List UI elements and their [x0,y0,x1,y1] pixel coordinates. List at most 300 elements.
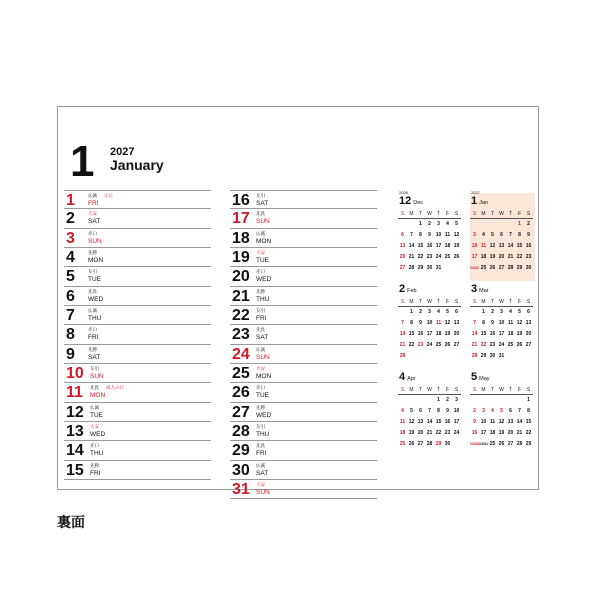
mini-day: 13 [417,419,424,425]
mini-day: 13 [507,419,514,425]
week-row [398,395,461,406]
mini-day: 12 [498,419,505,425]
weekday-letter: F [445,211,450,217]
mini-day [497,395,506,406]
mini-day: 8 [419,232,422,238]
mini-day: 19 [489,254,496,260]
mini-day: 14 [471,331,478,337]
mini-calendar [470,190,535,281]
weekday-letter: S [454,211,459,217]
mini-month-head [471,371,490,383]
day-number: 15 [66,461,84,479]
mini-day [515,395,524,406]
mini-day: 10 [435,232,442,238]
mini-day: 17 [435,243,442,249]
mini-month-head [399,371,416,383]
weekday-header [470,387,533,395]
mini-day: 31 [498,353,505,359]
week-row [470,318,533,329]
mini-day: 24 [435,254,442,260]
mini-day: 22 [417,254,424,260]
mini-month-number: 2 [399,283,406,295]
mini-day: 22 [525,430,532,436]
mini-day: 2 [527,221,530,227]
mini-day: 11 [489,419,496,425]
mini-month-number: 3 [471,283,478,295]
mini-day: 2 [473,408,476,414]
week-row [398,318,461,329]
rokuyo-label: 仏滅 [256,346,265,352]
day-number: 22 [232,306,250,324]
weekday-header [398,299,461,307]
weekday-letter: T [436,299,441,305]
mini-day [416,395,425,406]
day-row [230,461,377,480]
mini-day: 8 [518,232,521,238]
mini-day: 10 [426,320,433,326]
day-number: 24 [232,345,250,363]
rokuyo-label: 先勝 [88,249,97,255]
mini-day: 15 [435,419,442,425]
mini-day [506,351,515,362]
mini-day: 1 [527,397,530,403]
weekday-label: TUE [90,411,103,419]
mini-day [506,395,515,406]
mini-day: 16 [426,243,433,249]
mini-day: 30 [426,265,433,271]
rokuyo-label: 赤口 [90,443,99,449]
day-number: 23 [232,326,250,344]
mini-day: 5 [518,309,521,315]
weekday-letter: W [427,299,432,305]
mini-day [443,351,452,362]
day-row [64,403,211,422]
mini-day: 3 [473,232,476,238]
mini-day: 6 [455,309,458,315]
rokuyo-label: 赤口 [88,230,97,236]
mini-day: 19 [444,331,451,337]
mini-month-name: Apr [407,376,416,382]
mini-day: 10 [498,320,505,326]
weekday-letter: M [409,387,414,393]
weekday-letter: T [418,387,423,393]
mini-day: 21 [426,430,433,436]
mini-day: 10 [480,419,487,425]
mini-day: 5 [446,309,449,315]
day-row [230,287,377,306]
weekday-label: FRI [88,200,99,207]
day-row [230,306,377,325]
weekday-label: MON [256,237,272,245]
day-number: 26 [232,384,250,402]
mini-day: 19 [453,243,460,249]
mini-day: 1 [437,397,440,403]
day-row [230,209,377,228]
day-number: 13 [66,422,84,440]
day-row [230,403,377,422]
mini-day: 20 [453,331,460,337]
rokuyo-label: 仏滅 [88,193,97,198]
weekday-label: SUN [90,372,104,380]
month-name: January [110,157,164,173]
mini-day: 7 [473,320,476,326]
weekday-letter: S [472,299,477,305]
weekday-label: WED [90,430,106,438]
weekday-label: SAT [88,353,101,361]
mini-day: 29 [480,353,487,359]
weekday-label: FRI [90,469,101,477]
weekday-letter: W [499,299,504,305]
day-row [64,441,211,460]
mini-day: 7 [428,408,431,414]
mini-day: 25 [489,441,496,447]
mini-month-name: Mar [479,288,489,294]
day-number: 27 [232,403,250,421]
mini-day: 18 [444,243,451,249]
holiday-label: 元日 [104,193,113,198]
mini-day: 2 [491,309,494,315]
day-number: 10 [66,364,84,382]
day-number: 1 [66,192,75,209]
weekday-label: THU [90,450,104,458]
mini-day [506,219,515,230]
weekday-letter: T [418,299,423,305]
mini-day [425,395,434,406]
weekday-letter: S [472,211,477,217]
rokuyo-label: 大安 [256,365,265,371]
mini-day: 2 [428,221,431,227]
mini-day [407,351,416,362]
weekday-label: FRI [88,334,99,342]
mini-day: 5 [500,408,503,414]
rokuyo-label: 先勝 [256,404,265,410]
rokuyo-label: 先負 [256,443,265,449]
mini-day: 4 [482,232,485,238]
weekday-letter: T [436,211,441,217]
mini-day: 29 [516,265,523,271]
mini-day: 26 [453,254,460,260]
day-row [64,306,211,325]
caption: 裏面 [57,514,85,530]
mini-day: 3 [428,309,431,315]
mini-day: 30 [489,353,496,359]
week-row [470,230,533,241]
mini-day: 6 [419,408,422,414]
weekday-letter: T [508,299,513,305]
mini-day: 24/31 [470,266,479,270]
week-row [470,406,533,417]
weekday-header [398,387,461,395]
weekday-letter: W [427,211,432,217]
day-row [64,325,211,344]
mini-day: 28 [516,441,523,447]
mini-day: 20 [498,254,505,260]
day-number: 8 [66,326,75,344]
rokuyo-label: 赤口 [256,385,265,391]
mini-day: 5 [455,221,458,227]
mini-day: 12 [444,320,451,326]
week-row [470,351,533,362]
weekday-letter: S [400,299,405,305]
day-number: 2 [66,210,75,228]
mini-day: 27 [417,441,424,447]
mini-day: 7 [410,232,413,238]
mini-day: 28 [507,265,514,271]
rokuyo-label: 友引 [256,193,265,198]
mini-day: 9 [419,320,422,326]
mini-day: 8 [437,408,440,414]
weekday-label: SAT [256,334,269,342]
day-number: 21 [232,287,250,305]
mini-day: 18 [489,430,496,436]
mini-month-name: May [479,376,490,382]
mini-day [416,351,425,362]
mini-day: 5 [491,232,494,238]
weekday-letter: S [526,299,531,305]
mini-day: 29 [417,265,424,271]
day-row [64,190,211,209]
day-row [230,345,377,364]
mini-day: 16 [444,419,451,425]
mini-day: 9 [446,408,449,414]
rokuyo-label: 赤口 [88,327,97,333]
weekday-label: THU [256,295,270,303]
weekday-label: SAT [256,469,269,477]
mini-day: 24 [426,342,433,348]
mini-day: 14 [426,419,433,425]
mini-day: 17 [471,254,478,260]
week-row [470,428,533,439]
rokuyo-label: 友引 [88,269,97,275]
mini-day: 9 [491,320,494,326]
mini-day: 29 [435,441,442,447]
mini-day [488,395,497,406]
mini-month-head [399,283,417,295]
mini-day: 9 [527,232,530,238]
weekday-letter: T [490,211,495,217]
mini-day: 17 [498,331,505,337]
mini-day: 8 [410,320,413,326]
mini-day: 23 [489,342,496,348]
mini-day: 4 [401,408,404,414]
weekday-label: WED [256,276,272,284]
mini-day: 13 [399,243,406,249]
mini-day [515,351,524,362]
mini-day [434,351,443,362]
mini-day: 3 [500,309,503,315]
rokuyo-label: 大安 [256,249,265,255]
day-row [230,383,377,402]
day-number: 11 [66,384,83,402]
weekday-label: TUE [88,276,101,284]
mini-day: 23 [444,430,451,436]
rokuyo-label: 先負 [88,288,97,294]
mini-day: 6 [401,232,404,238]
mini-day: 20 [507,430,514,436]
mini-day: 12 [408,419,415,425]
mini-day: 1 [419,221,422,227]
week-row [398,329,461,340]
mini-calendar [398,369,463,457]
mini-month-name: Jan [479,200,488,206]
rokuyo-label: 先勝 [88,346,97,352]
mini-year: 2027 [471,190,480,195]
mini-day [488,219,497,230]
weekday-letter: S [454,299,459,305]
day-row [64,461,211,480]
mini-day: 5 [410,408,413,414]
week-row [470,439,533,450]
day-number: 6 [66,287,75,305]
weekday-label: WED [256,411,272,419]
mini-month-number: 4 [399,371,406,383]
mini-day: 21 [516,430,523,436]
mini-month-name: Dec [413,200,424,206]
mini-day: 22 [516,254,523,260]
week-row [470,329,533,340]
mini-day: 11 [435,320,442,326]
holiday-label: 成人の日 [106,385,124,391]
rokuyo-label: 友引 [256,307,265,313]
mini-calendar [470,281,535,369]
week-row [398,428,461,439]
mini-day: 25 [399,441,406,447]
weekday-letter: T [436,387,441,393]
day-row [230,364,377,383]
mini-day: 16 [471,430,478,436]
weekday-letter: F [517,387,522,393]
mini-day: 4 [509,309,512,315]
weekday-label: FRI [256,450,267,458]
weekday-header [470,211,533,219]
day-row [64,267,211,286]
weekday-letter: F [517,211,522,217]
mini-day: 8 [527,408,530,414]
mini-calendar [398,281,463,369]
weekday-letter: T [508,387,513,393]
mini-month-name: Feb [407,288,417,294]
mini-day [425,351,434,362]
week-row [398,439,461,450]
weekday-letter: F [445,387,450,393]
weekday-header [398,211,461,219]
mini-day: 10 [453,408,460,414]
weekday-letter: S [400,387,405,393]
mini-day: 11 [444,232,451,238]
mini-day: 23/30 [470,442,479,446]
day-number: 20 [232,268,250,286]
mini-day: 3 [482,408,485,414]
mini-day: 18 [480,254,487,260]
week-row [398,307,461,318]
rokuyo-label: 仏滅 [88,307,97,313]
mini-day: 28 [471,353,478,359]
weekday-label: SUN [88,237,102,245]
weekday-label: WED [88,295,104,303]
mini-day: 12 [516,320,523,326]
mini-day: 6 [500,232,503,238]
weekday-header [470,299,533,307]
mini-day: 23 [417,342,424,348]
mini-day: 15 [408,331,415,337]
mini-day: 25 [444,254,451,260]
weekday-letter: T [490,387,495,393]
mini-day: 31 [435,265,442,271]
mini-day: 28 [399,353,406,359]
day-row [64,364,211,383]
mini-year: 2026 [399,190,408,195]
week-row [398,230,461,241]
weekday-label: MON [90,392,106,400]
weekday-letter: M [481,387,486,393]
week-row [470,241,533,252]
mini-day: 6 [527,309,530,315]
mini-day: 15 [525,419,532,425]
weekday-label: SUN [256,218,270,226]
day-row [64,229,211,248]
mini-day: 14 [507,243,514,249]
mini-day: 17 [426,331,433,337]
mini-day: 11 [507,320,514,326]
month-number: 1 [70,137,95,186]
mini-day: 11 [480,243,487,249]
mini-day: 19 [516,331,523,337]
mini-day: 28 [426,441,433,447]
rokuyo-label: 先負 [256,327,265,333]
mini-day: 1 [410,309,413,315]
mini-day [452,263,461,274]
mini-month-head [399,195,423,207]
mini-day: 14 [516,419,523,425]
mini-day: 3 [437,221,440,227]
week-row [398,406,461,417]
week-row [398,351,461,362]
mini-day: 3 [455,397,458,403]
mini-day: 19 [408,430,415,436]
mini-day: 16 [417,331,424,337]
mini-day [398,395,407,406]
mini-day: 26 [498,441,505,447]
weekday-letter: T [490,299,495,305]
mini-day: 26 [408,441,415,447]
weekday-label: THU [256,430,270,438]
mini-day: 17 [453,419,460,425]
weekday-letter: M [481,299,486,305]
day-number: 29 [232,442,250,460]
mini-day: 21 [471,342,478,348]
rokuyo-label: 赤口 [256,269,265,275]
mini-day: 27 [507,441,514,447]
weekday-label: TUE [256,392,269,400]
mini-day: 27 [399,265,406,271]
day-number: 19 [232,248,250,266]
day-row [64,287,211,306]
rokuyo-label: 先負 [256,211,265,217]
mini-day: 22 [435,430,442,436]
mini-day: 23 [426,254,433,260]
day-number: 7 [66,306,75,324]
mini-day: 2 [419,309,422,315]
mini-month-number: 1 [471,195,478,207]
week-row [470,395,533,406]
mini-day: 18 [399,430,406,436]
mini-day: 21 [408,254,415,260]
day-number: 9 [66,345,75,363]
mini-day: 24 [498,342,505,348]
mini-day: 13 [498,243,505,249]
weekday-letter: T [508,211,513,217]
day-column-1 [64,190,211,480]
